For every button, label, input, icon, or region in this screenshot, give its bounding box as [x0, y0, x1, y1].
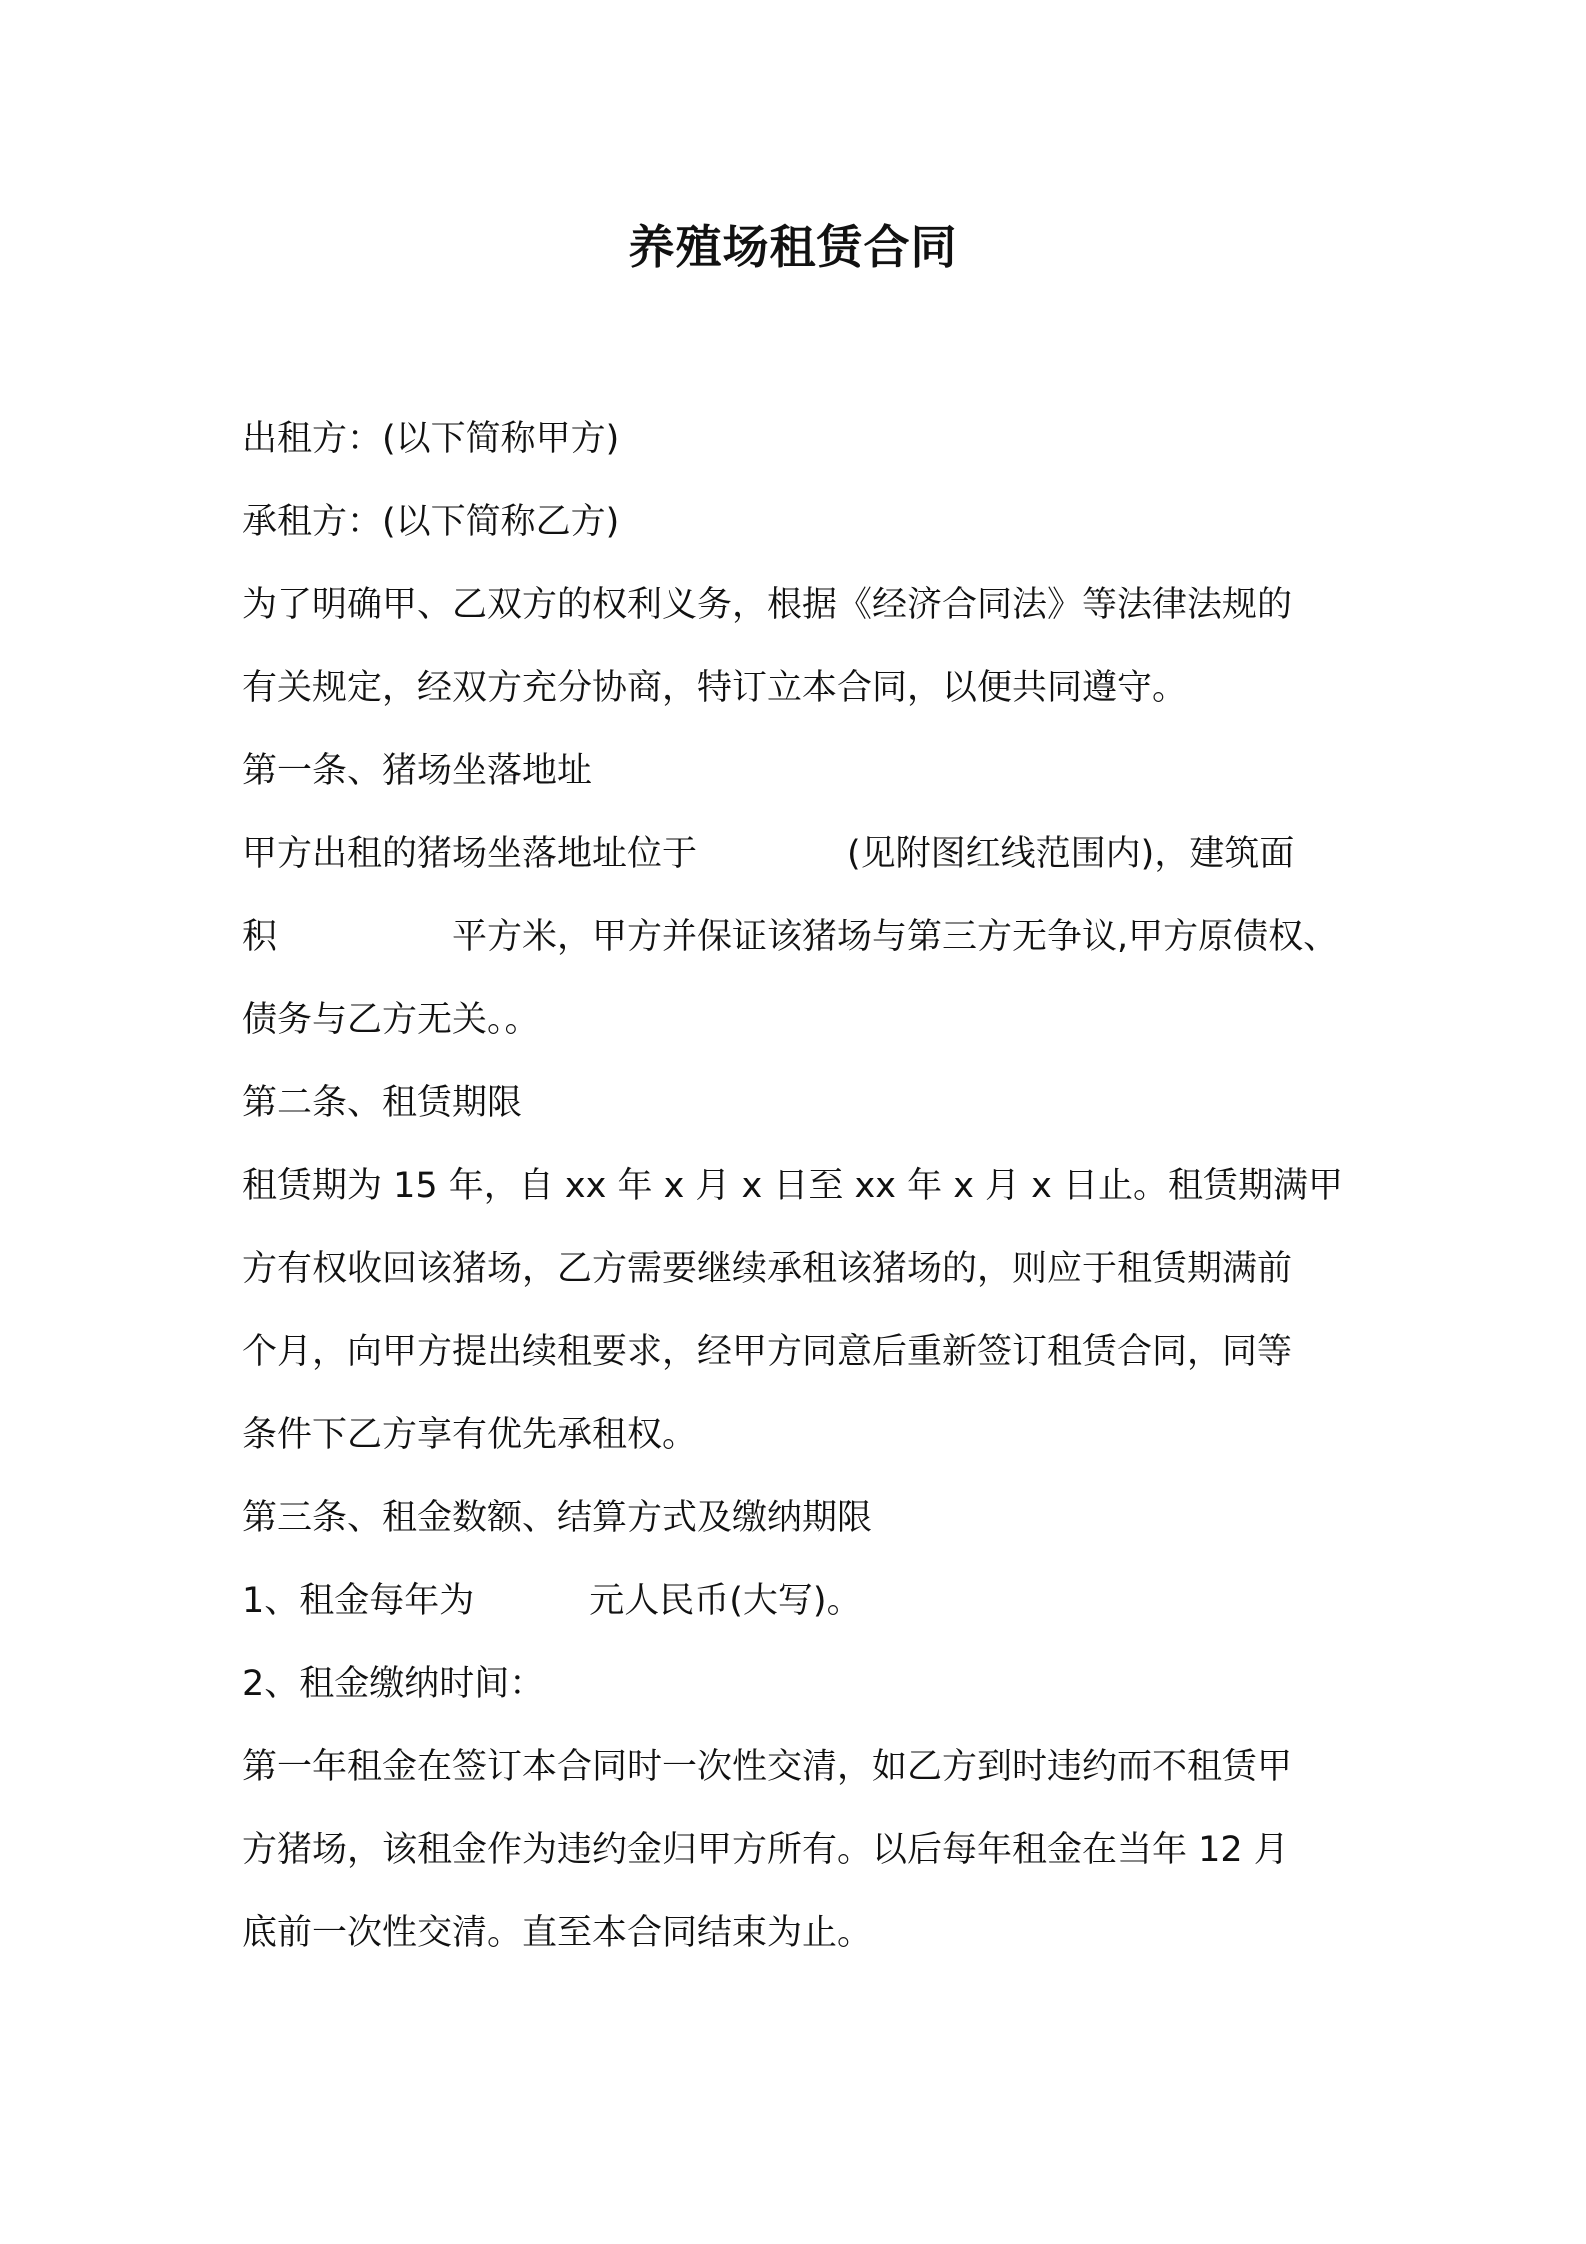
payment-time-heading: 2、租金缴纳时间：: [242, 1664, 545, 1704]
area-text-after: 平方米，甲方并保证该猪场与第三方无争议,甲方原债权、: [452, 917, 1339, 957]
article-1-line-2: [242, 907, 1392, 967]
article-2-line-4: 条件下乙方享有优先承租权。: [242, 1415, 698, 1455]
rent-text-before: 1、租金每年为: [242, 1581, 475, 1621]
article-1-line-1: [242, 824, 1392, 884]
payment-line-1: 第一年租金在签订本合同时一次性交清，如乙方到时违约而不租赁甲: [242, 1747, 1293, 1787]
rent-text-after: 元人民币(大写)。: [589, 1581, 862, 1621]
article-2-line-2: 方有权收回该猪场，乙方需要继续承租该猪场的，则应于租赁期满前: [242, 1249, 1293, 1289]
payment-line-3: 底前一次性交清。直至本合同结束为止。: [242, 1913, 873, 1953]
area-text-before: 积: [242, 917, 278, 957]
address-text-after: (见附图红线范围内)，建筑面: [847, 834, 1295, 874]
article-3-heading: 第三条、租金数额、结算方式及缴纳期限: [242, 1498, 873, 1538]
payment-line-2: 方猪场，该租金作为违约金归甲方所有。以后每年租金在当年 12 月: [242, 1830, 1289, 1870]
lessor-line: 出租方：(以下简称甲方): [242, 419, 620, 459]
article-1-heading: 第一条、猪场坐落地址: [242, 751, 593, 791]
preamble-line-2: 有关规定，经双方充分协商，特订立本合同，以便共同遵守。: [242, 668, 1188, 708]
address-text-before: 甲方出租的猪场坐落地址位于: [242, 834, 698, 874]
preamble-line-1: 为了明确甲、乙双方的权利义务，根据《经济合同法》等法律法规的: [242, 585, 1293, 625]
lessee-line: 承租方：(以下简称乙方): [242, 502, 620, 542]
article-2-heading: 第二条、租赁期限: [242, 1083, 523, 1123]
article-1-line-3: 债务与乙方无关。。: [242, 1000, 540, 1040]
article-2-line-3: 个月，向甲方提出续租要求，经甲方同意后重新签订租赁合同，同等: [242, 1332, 1293, 1372]
article-2-line-1: 租赁期为 15 年，自 xx 年 x 月 x 日至 xx 年 x 月 x 日止。租赁期满甲: [242, 1166, 1343, 1206]
document-title: 养殖场租赁合同: [628, 220, 958, 274]
rent-amount-line: [242, 1571, 1392, 1631]
